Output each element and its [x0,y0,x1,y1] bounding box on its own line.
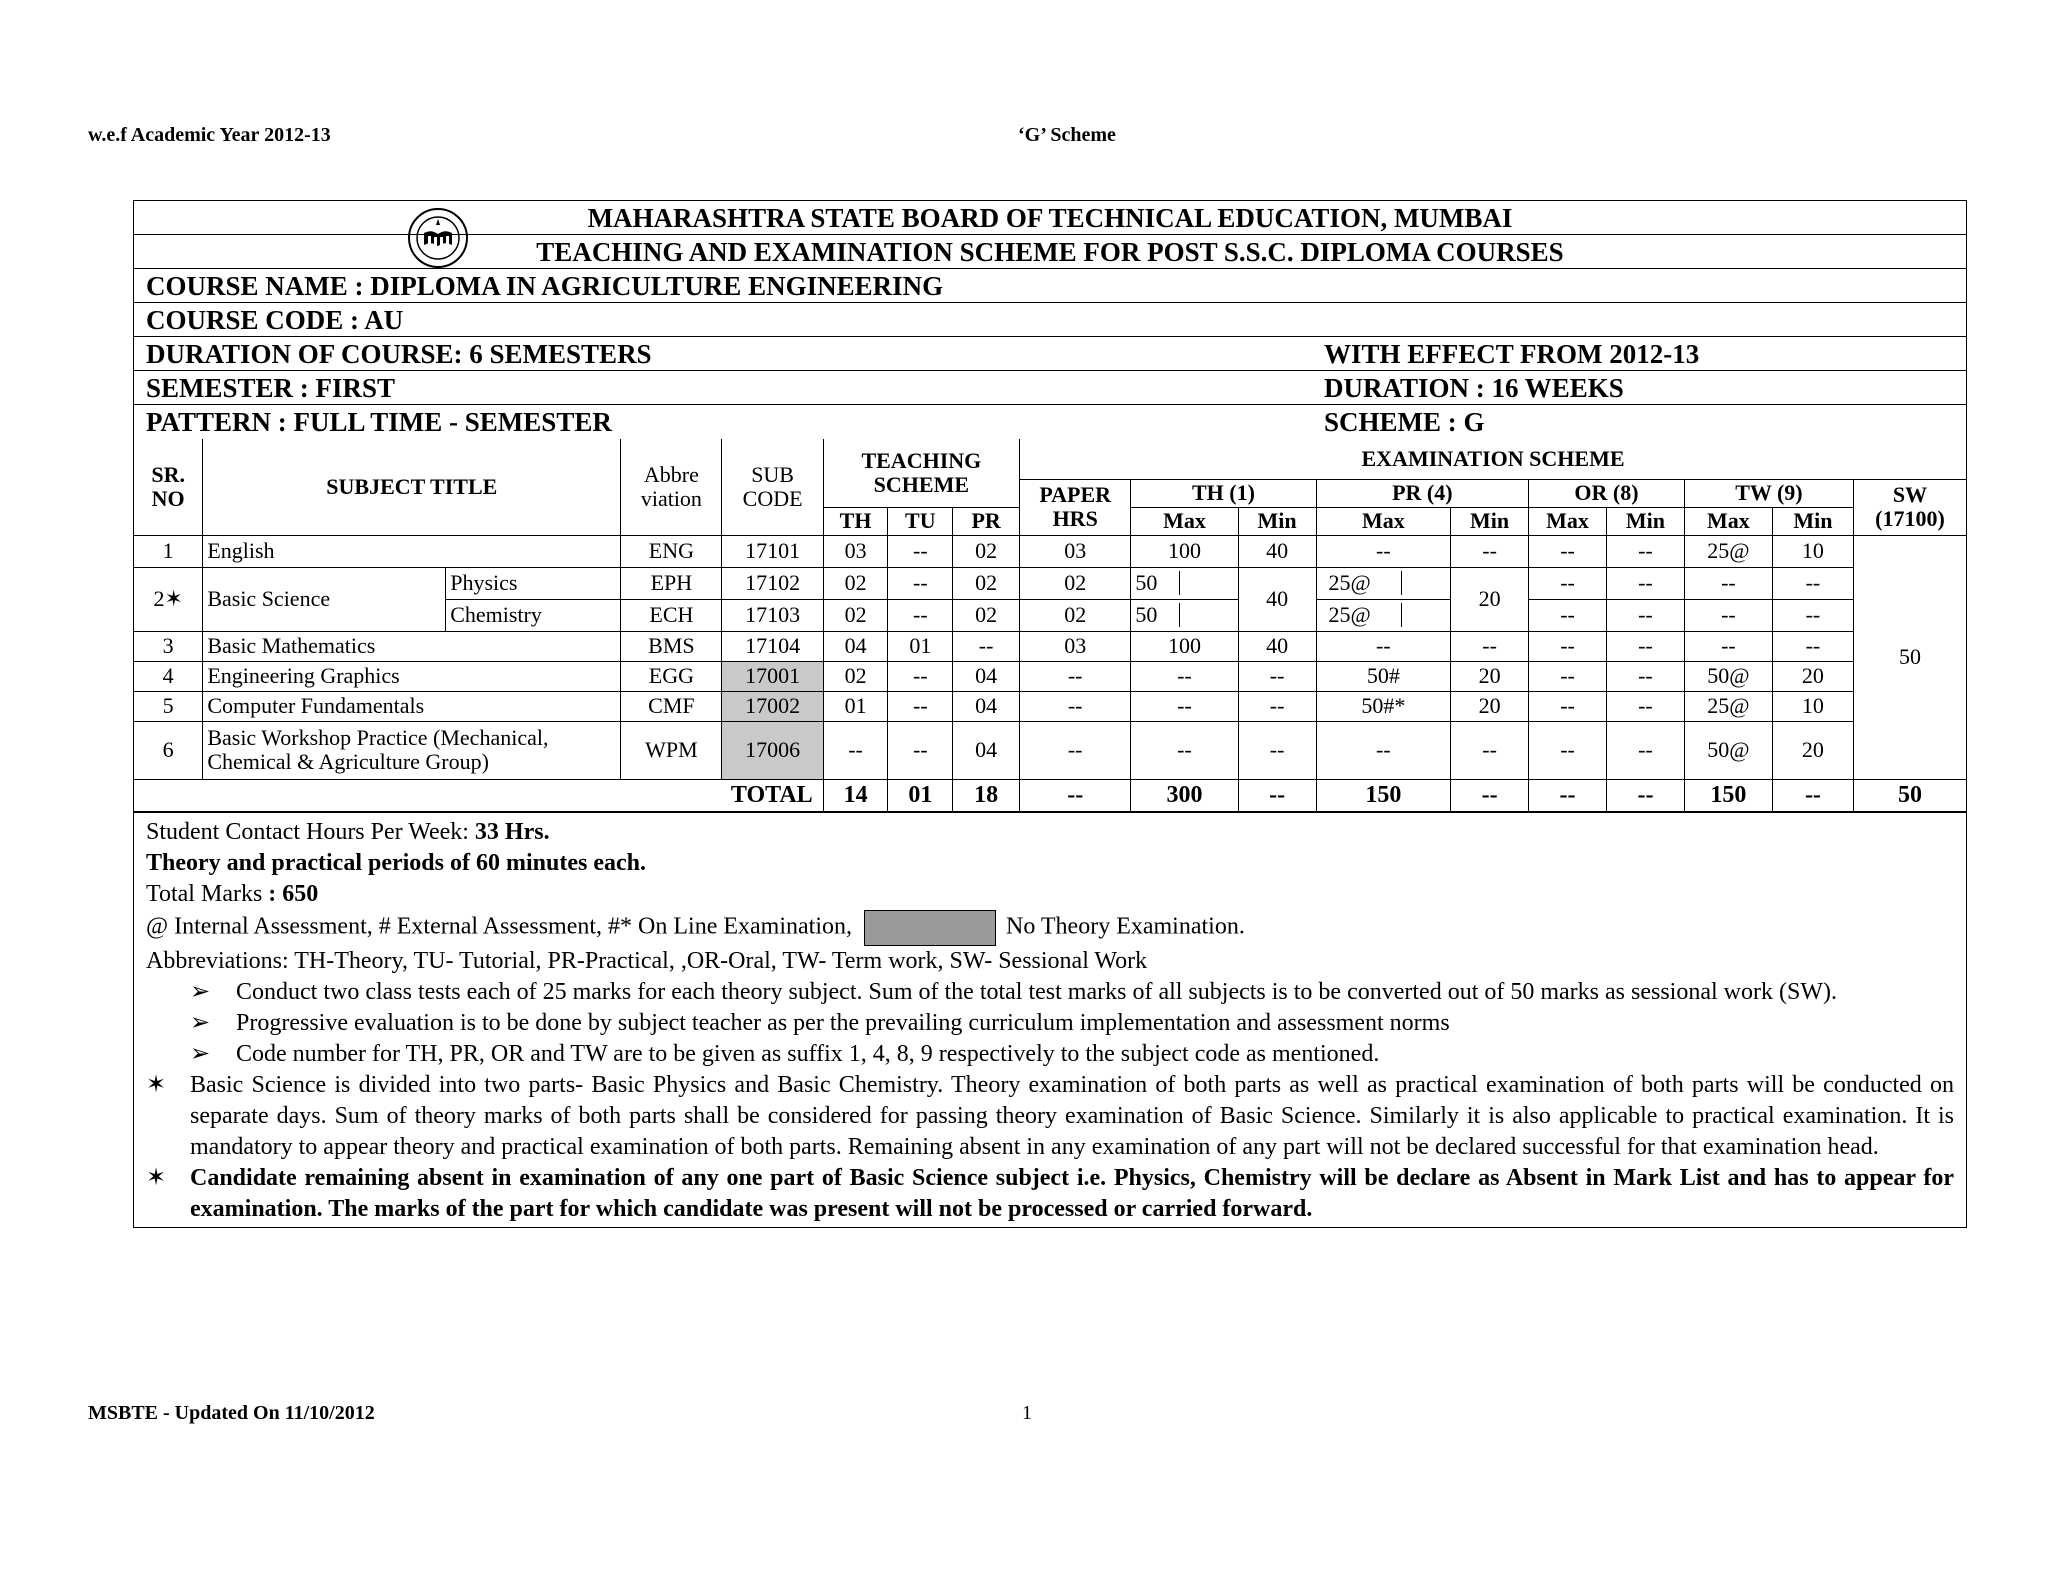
course-code-row [134,303,1966,337]
th-max: -- [1131,721,1238,779]
col-th-min: Min [1238,507,1316,535]
pr-max-split [1316,599,1451,631]
paper-hrs: 02 [1020,599,1131,631]
abbreviation: EPH [621,567,722,599]
arrow-bullet-icon: ➢ [190,978,211,1005]
or-max: -- [1529,661,1607,691]
footer-updated: MSBTE - Updated On 11/10/2012 [88,1402,375,1424]
pr-hours: -- [953,631,1020,661]
course-duration: DURATION OF COURSE: 6 SEMESTERS [146,339,652,369]
th-hours: 02 [823,661,888,691]
col-pr-min: Min [1451,507,1529,535]
tw-max: -- [1684,567,1772,599]
or-max: -- [1529,721,1607,779]
sr-no: 4 [134,661,203,691]
pr-max: -- [1316,721,1451,779]
col-th-max: Max [1131,507,1238,535]
marks-value: : 650 [268,880,319,907]
or-min: -- [1606,567,1684,599]
notes-section [134,812,1966,1227]
legend-right: No Theory Examination. [1005,913,1245,940]
th-min: -- [1238,661,1316,691]
or-max: -- [1529,691,1607,721]
total-sw: 50 [1853,779,1966,811]
pr-max-part: 25@ [1317,603,1402,627]
pr-max: -- [1316,631,1451,661]
th-hours: 01 [823,691,888,721]
pr-hours: 02 [953,535,1020,567]
th-max: 100 [1131,631,1238,661]
note-text: Conduct two class tests each of 25 marks for each theory subject. Sum of the total test marks of all subjects is to be converted out of 50 marks as sessional work (SW). [236,978,1837,1005]
arrow-bullet-icon: ➢ [190,1009,211,1036]
table-row [134,535,1966,567]
periods-note [146,848,1954,879]
tw-min: 10 [1772,535,1853,567]
note-star-2 [146,1163,1954,1225]
table-row [134,631,1966,661]
sub-code: 17104 [722,631,823,661]
col-sub-code: SUB CODE [722,439,823,535]
star-bullet-icon: ✶ [146,1071,167,1098]
col-or8: OR (8) [1529,479,1685,507]
subject-title: Computer Fundamentals [203,691,621,721]
legend-line [146,910,1954,946]
pr-max-split [1316,567,1451,599]
pr-max: 50# [1316,661,1451,691]
course-name: COURSE NAME : DIPLOMA IN AGRICULTURE ENGINEERING [146,271,944,301]
col-th1: TH (1) [1131,479,1316,507]
total-paper: -- [1020,779,1131,811]
col-th: TH [823,507,888,535]
tw-min: 10 [1772,691,1853,721]
course-code: COURSE CODE : AU [146,305,404,335]
paper-hrs: -- [1020,661,1131,691]
table-row [134,567,1966,599]
tw-max: 25@ [1684,691,1772,721]
sub-code: 17102 [722,567,823,599]
pr-max: 50#* [1316,691,1451,721]
note-text: Code number for TH, PR, OR and TW are to be given as suffix 1, 4, 8, 9 respectively to the subject code as mentioned. [236,1040,1380,1067]
tw-min: -- [1772,631,1853,661]
col-abbreviation: Abbre viation [621,439,722,535]
tw-min: -- [1772,599,1853,631]
or-min: -- [1606,691,1684,721]
sw-value: 50 [1853,535,1966,779]
paper-hrs: 03 [1020,535,1131,567]
subject-title: Engineering Graphics [203,661,621,691]
tw-min: 20 [1772,721,1853,779]
note-point-2 [146,1008,1954,1039]
total-pr-max: 150 [1316,779,1451,811]
subject-title: Basic Science [203,567,446,631]
sr-no: 6 [134,721,203,779]
tw-max: 50@ [1684,721,1772,779]
total-th-min: -- [1238,779,1316,811]
abbreviation: BMS [621,631,722,661]
tu-hours: -- [888,567,953,599]
total-th: 14 [823,779,888,811]
duration-weeks: DURATION : 16 WEEKS [1324,373,1624,403]
col-examination-scheme: EXAMINATION SCHEME [1020,439,1966,479]
abbreviations: Abbreviations: TH-Theory, TU- Tutorial, PR-Practical, ,OR-Oral, TW- Term work, SW- Sessional Work [146,947,1148,974]
contact-value: 33 Hrs. [474,818,550,845]
abbreviation: ENG [621,535,722,567]
col-pr4: PR (4) [1316,479,1529,507]
table-row [134,721,1966,779]
pr-min: -- [1451,535,1529,567]
subject-title: Basic Mathematics [203,631,621,661]
sr-no: 1 [134,535,203,567]
or-min: -- [1606,631,1684,661]
pr-min: 20 [1451,661,1529,691]
sub-code: 17002 [722,691,823,721]
total-or-min: -- [1606,779,1684,811]
scheme-code: SCHEME : G [1324,407,1485,437]
paper-hrs: 03 [1020,631,1131,661]
pr-hours: 04 [953,691,1020,721]
note-text: Progressive evaluation is to be done by subject teacher as per the prevailing curriculum implementation and assessment norms [236,1009,1450,1036]
col-or-min: Min [1606,507,1684,535]
note-point-3 [146,1039,1954,1070]
col-subject-title: SUBJECT TITLE [203,439,621,535]
th-min: 40 [1238,535,1316,567]
or-max: -- [1529,535,1607,567]
th-hours: 03 [823,535,888,567]
semester-row [134,371,1966,405]
abbreviation: CMF [621,691,722,721]
col-pr-max: Max [1316,507,1451,535]
col-tw-min: Min [1772,507,1853,535]
col-tu: TU [888,507,953,535]
th-hours: -- [823,721,888,779]
col-pr: PR [953,507,1020,535]
col-tw-max: Max [1684,507,1772,535]
pr-min: 20 [1451,567,1529,631]
duration-row [134,337,1966,371]
pattern-row [134,405,1966,439]
scheme-document [133,200,1967,1228]
total-label: TOTAL [134,779,823,811]
th-max: 100 [1131,535,1238,567]
tw-max: 50@ [1684,661,1772,691]
th-hours: 02 [823,599,888,631]
legend-left: @ Internal Assessment, # External Assessment, #* On Line Examination, [146,913,852,940]
academic-year: w.e.f Academic Year 2012-13 [88,124,331,146]
contact-hours [146,817,1954,848]
or-min: -- [1606,721,1684,779]
table-row [134,661,1966,691]
tw-max: -- [1684,631,1772,661]
pr-min: -- [1451,721,1529,779]
pr-hours: 02 [953,599,1020,631]
arrow-bullet-icon: ➢ [190,1040,211,1067]
total-th-max: 300 [1131,779,1238,811]
tu-hours: 01 [888,631,953,661]
course-name-row [134,269,1966,303]
semester: SEMESTER : FIRST [146,373,396,403]
sub-code: 17103 [722,599,823,631]
or-min: -- [1606,599,1684,631]
subject-title: English [203,535,621,567]
tu-hours: -- [888,599,953,631]
periods-text: Theory and practical periods of 60 minutes each. [146,849,646,876]
pattern: PATTERN : FULL TIME - SEMESTER [146,407,612,437]
tu-hours: -- [888,721,953,779]
total-tw-min: -- [1772,779,1853,811]
th-max-part: 50 [1131,571,1180,595]
abbreviation: ECH [621,599,722,631]
col-tw9: TW (9) [1684,479,1853,507]
contact-label: Student Contact Hours Per Week: [146,818,475,845]
abbreviation: WPM [621,721,722,779]
th-max: -- [1131,691,1238,721]
sr-no: 3 [134,631,203,661]
th-max: -- [1131,661,1238,691]
abbreviation: EGG [621,661,722,691]
total-tu: 01 [888,779,953,811]
pr-hours: 02 [953,567,1020,599]
pr-hours: 04 [953,721,1020,779]
pr-min: 20 [1451,691,1529,721]
note-text: Candidate remaining absent in examination of any one part of Basic Science subject i.e. Physics, Chemistry will be declare as Absent in Mark List and has to appear for examination. The marks of the part for which candidate was present will not be processed or carried forward. [190,1164,1954,1222]
tu-hours: -- [888,661,953,691]
effect-from: WITH EFFECT FROM 2012-13 [1324,339,1700,369]
th-hours: 02 [823,567,888,599]
col-sw: SW (17100) [1853,479,1966,535]
note-star-1 [146,1070,1954,1163]
total-marks [146,879,1954,910]
tu-hours: -- [888,691,953,721]
paper-hrs: 02 [1020,567,1131,599]
or-max: -- [1529,567,1607,599]
total-pr-min: -- [1451,779,1529,811]
or-min: -- [1606,661,1684,691]
sr-no: 2✶ [134,567,203,631]
col-or-max: Max [1529,507,1607,535]
sub-part-title: Chemistry [446,599,621,631]
th-max-part: 50 [1131,603,1180,627]
msbte-logo-icon [406,207,470,269]
page-number: 1 [1022,1402,1032,1424]
scheme-table [134,439,1966,812]
th-max-split [1131,567,1238,599]
marks-label: Total Marks [146,880,269,907]
scheme-label: ‘G’ Scheme [1018,124,1116,146]
subject-title: Basic Workshop Practice (Mechanical, Chemical & Agriculture Group) [203,721,621,779]
col-paper-hrs: PAPER HRS [1020,479,1131,535]
th-min: 40 [1238,631,1316,661]
paper-hrs: -- [1020,721,1131,779]
note-point-1 [146,977,1954,1008]
col-teaching-scheme: TEACHING SCHEME [823,439,1019,507]
tw-max: -- [1684,599,1772,631]
star-bullet-icon: ✶ [146,1164,167,1191]
note-text: Basic Science is divided into two parts- Basic Physics and Basic Chemistry. Theory examination of both parts as well as practical examination of both parts will be conducted on separate days. Sum of theory marks of both parts shall be considered for passing theory examination of Basic Science. Similarly it is also applicable to practical examination. It is mandatory to appear theory and practical examination of both parts. Remaining absent in any examination of any part will not be declared successful for that examination head. [190,1071,1954,1160]
sub-code: 17006 [722,721,823,779]
table-row [134,691,1966,721]
board-title: MAHARASHTRA STATE BOARD OF TECHNICAL EDUCATION, MUMBAI [134,201,1966,235]
sub-code: 17001 [722,661,823,691]
total-row [134,779,1966,811]
scheme-title: TEACHING AND EXAMINATION SCHEME FOR POST S.S.C. DIPLOMA COURSES [134,235,1966,269]
total-tw-max: 150 [1684,779,1772,811]
or-min: -- [1606,535,1684,567]
or-max: -- [1529,599,1607,631]
col-sr-no: SR. NO [134,439,203,535]
pr-min: -- [1451,631,1529,661]
th-max-split [1131,599,1238,631]
pr-max: -- [1316,535,1451,567]
or-max: -- [1529,631,1607,661]
pr-hours: 04 [953,661,1020,691]
tw-min: 20 [1772,661,1853,691]
tu-hours: -- [888,535,953,567]
sr-no: 5 [134,691,203,721]
th-hours: 04 [823,631,888,661]
tw-min: -- [1772,567,1853,599]
th-min: -- [1238,691,1316,721]
total-or-max: -- [1529,779,1607,811]
sub-part-title: Physics [446,567,621,599]
paper-hrs: -- [1020,691,1131,721]
tw-max: 25@ [1684,535,1772,567]
th-min: -- [1238,721,1316,779]
total-pr: 18 [953,779,1020,811]
sub-code: 17101 [722,535,823,567]
no-theory-swatch [864,910,996,946]
th-min: 40 [1238,567,1316,631]
pr-max-part: 25@ [1317,571,1402,595]
